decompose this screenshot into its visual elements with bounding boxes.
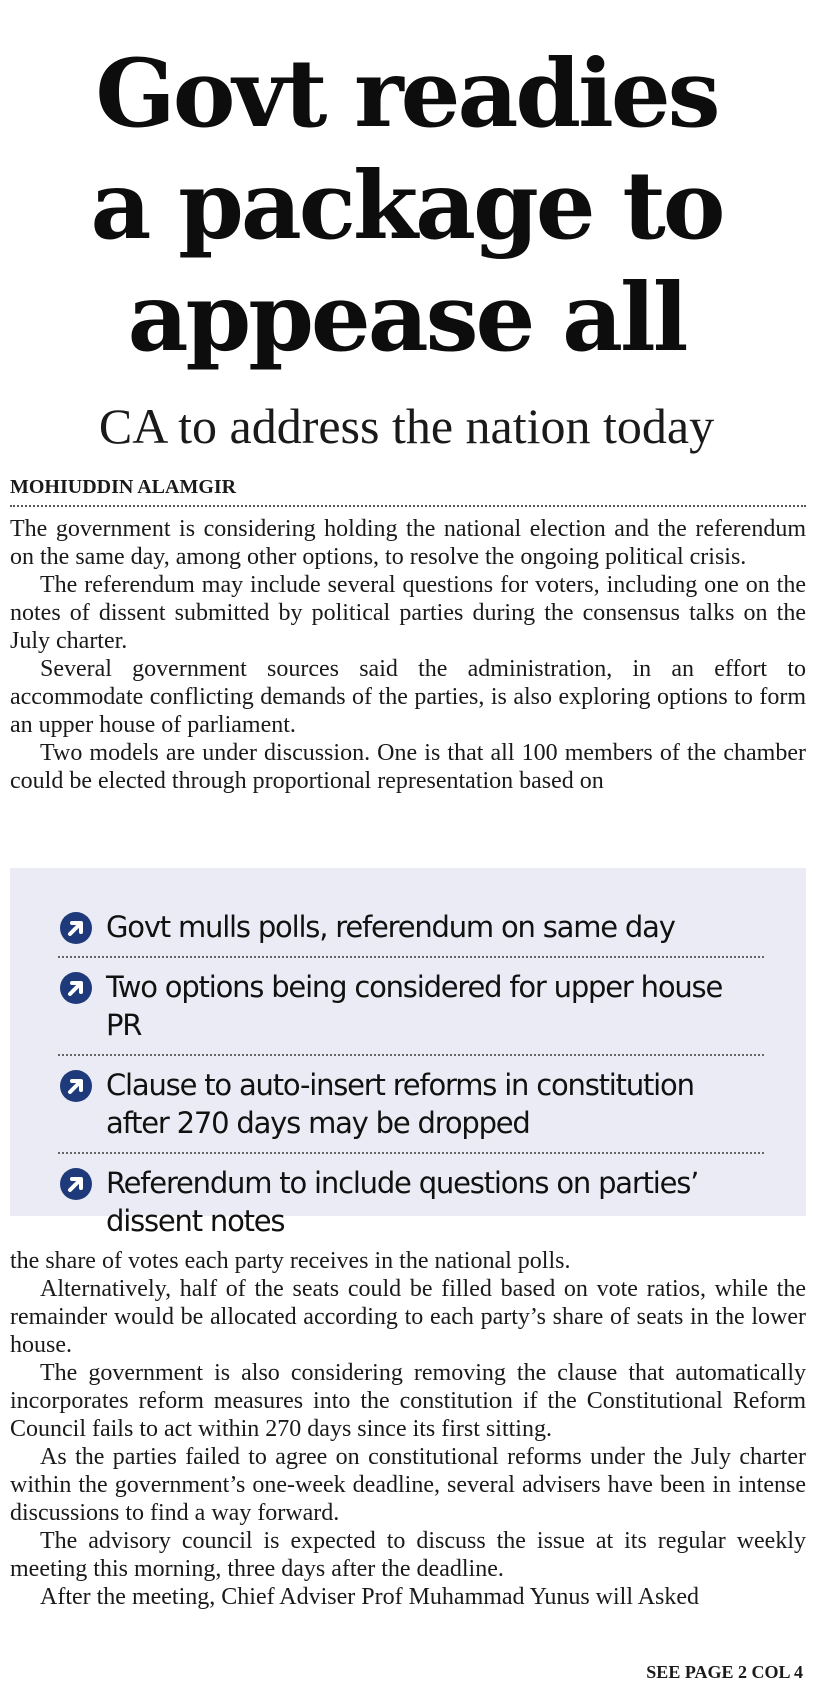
headline — [0, 38, 813, 374]
highlight-item — [58, 898, 764, 958]
highlight-text: Govt mulls polls, referendum on same day — [106, 910, 675, 944]
highlights-box — [10, 868, 806, 1238]
paragraph: Two models are under discussion. One is that all 100 members of the chamber could be elected through proportional representation based on — [10, 740, 806, 794]
headline-line-1: Govt readies — [95, 39, 718, 149]
headline-line-2: a package to — [90, 151, 723, 261]
highlight-item — [58, 958, 764, 1056]
article-body-top — [10, 515, 806, 795]
paragraph: The advisory council is expected to discuss the issue at its regular weekly meeting this morning, three days after the deadline. — [10, 1528, 806, 1582]
paragraph: Several government sources said the administration, in an effort to accommodate conflicting demands of the parties, is also exploring options to form an upper house of parliament. — [10, 656, 806, 738]
arrow-bullet-icon — [58, 970, 94, 1006]
highlight-item — [58, 1154, 764, 1250]
continuation-note: SEE PAGE 2 COL 4 — [646, 1662, 803, 1682]
paragraph: Alternatively, half of the seats could be filled based on vote ratios, while the remainder would be allocated according to each party’s share of seats in the lower house. — [10, 1276, 806, 1358]
highlight-text: Referendum to include questions on parties’ dissent notes — [106, 1166, 699, 1238]
arrow-bullet-icon — [58, 910, 94, 946]
byline: MOHIUDDIN ALAMGIR — [10, 476, 237, 498]
highlights-list — [58, 898, 764, 1250]
highlight-text: Clause to auto-insert reforms in constitution after 270 days may be dropped — [106, 1068, 694, 1140]
paragraph: The government is considering holding the national election and the referendum on the same day, among other options, to resolve the ongoing political crisis. — [10, 516, 806, 570]
byline-divider — [10, 505, 806, 507]
arrow-bullet-icon — [58, 1166, 94, 1202]
headline-line-3: appease all — [127, 263, 686, 373]
article-body-bottom — [10, 1247, 806, 1611]
highlight-text: Two options being considered for upper house PR — [106, 970, 723, 1042]
paragraph: As the parties failed to agree on constitutional reforms under the July charter within the government’s one-week deadline, several advisers have been in intense discussions to find a way forward. — [10, 1444, 806, 1526]
highlight-item — [58, 1056, 764, 1154]
arrow-bullet-icon — [58, 1068, 94, 1104]
paragraph: The government is also considering removing the clause that automatically incorporates reform measures into the constitution if the Constitutional Reform Council fails to act within 270 days since its first sitting. — [10, 1360, 806, 1442]
paragraph: After the meeting, Chief Adviser Prof Muhammad Yunus will Asked — [40, 1584, 700, 1610]
paragraph: the share of votes each party receives in the national polls. — [10, 1248, 571, 1274]
subheadline: CA to address the nation today — [98, 398, 715, 454]
paragraph: The referendum may include several questions for voters, including one on the notes of dissent submitted by political parties during the consensus talks on the July charter. — [10, 572, 806, 654]
